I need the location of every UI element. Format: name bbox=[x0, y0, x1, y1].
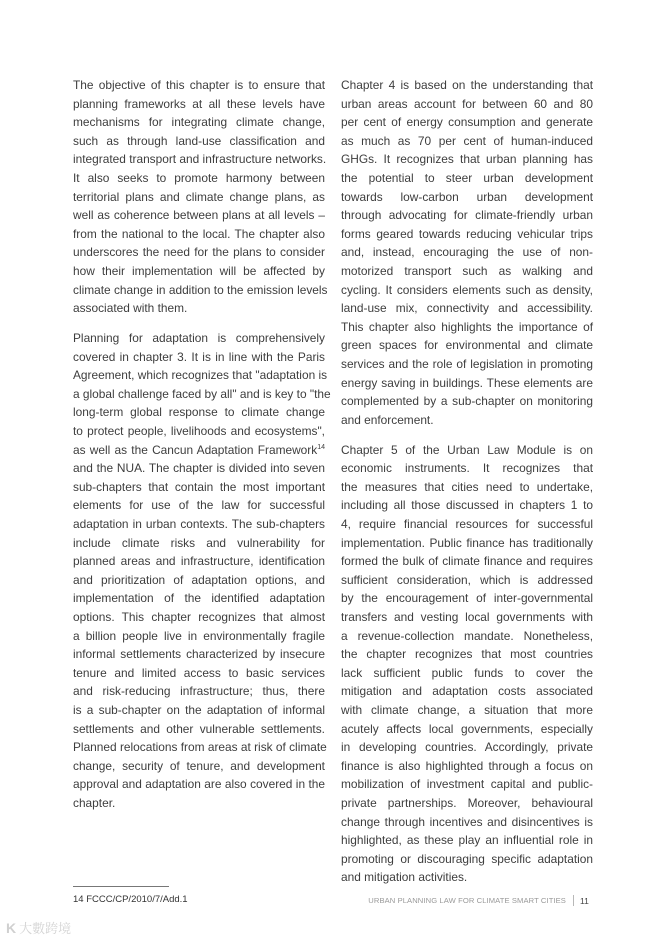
text-line-content: planning frameworks at all these levels have bbox=[73, 96, 325, 111]
text-line-content: Chapter 5 of the Urban Law Module is on bbox=[341, 442, 593, 457]
text-line bbox=[341, 738, 593, 757]
text-line bbox=[73, 188, 325, 207]
text-line bbox=[73, 775, 325, 794]
text-line bbox=[341, 757, 593, 776]
text-line-content: by the encouragement of inter-governmental bbox=[341, 591, 593, 606]
text-line bbox=[341, 411, 593, 430]
text-line-content: the chapter recognizes that most countries bbox=[341, 647, 593, 662]
watermark bbox=[6, 918, 71, 937]
text-line bbox=[73, 150, 325, 169]
text-line bbox=[341, 169, 593, 188]
text-line-content: per cent of energy consumption and generate bbox=[341, 115, 593, 130]
text-line bbox=[341, 515, 593, 534]
text-line bbox=[341, 831, 593, 850]
text-line bbox=[73, 645, 325, 664]
text-line bbox=[73, 76, 325, 95]
text-line-content: in developing countries. Accordingly, private bbox=[341, 740, 593, 755]
text-line-content: This chapter also highlights the importance of bbox=[341, 319, 593, 334]
text-line-content: sub-chapters that contain the most important bbox=[73, 479, 325, 494]
text-line bbox=[341, 794, 593, 813]
text-line bbox=[73, 794, 325, 813]
text-line bbox=[73, 281, 328, 300]
text-line bbox=[341, 850, 593, 869]
text-line-content: energy saving in buildings. These elements are bbox=[341, 375, 593, 390]
text-line-content: The objective of this chapter is to ensure that bbox=[73, 78, 325, 92]
text-line bbox=[341, 571, 593, 590]
text-line-content: transfers and vesting local governments with bbox=[341, 610, 593, 625]
text-line-content: promoting or discouraging specific adaptation bbox=[341, 851, 593, 866]
text-line bbox=[73, 113, 325, 132]
text-line-content: private partnerships. Moreover, behavioural bbox=[341, 795, 593, 810]
watermark-logo-icon: K bbox=[6, 919, 17, 936]
text-line bbox=[341, 552, 593, 571]
text-line-content: sufficient consideration, which is addressed bbox=[341, 572, 593, 587]
text-line bbox=[73, 682, 325, 701]
text-line bbox=[341, 281, 593, 300]
text-line-content: acutely affects local governments, especially bbox=[341, 721, 593, 736]
text-line bbox=[73, 534, 325, 553]
text-line-content: It also seeks to promote harmony between bbox=[73, 170, 325, 185]
text-line-content: a global challenge faced by all" and is key to "the bbox=[73, 386, 331, 401]
text-line bbox=[341, 262, 593, 281]
text-line bbox=[341, 95, 593, 114]
text-line bbox=[341, 113, 593, 132]
text-line-content: and enforcement. bbox=[341, 412, 434, 427]
text-line-content: finance is also highlighted through a focus on bbox=[341, 758, 593, 773]
text-line-content: underscores the need for the plans to consider bbox=[73, 245, 325, 260]
text-line-content: green spaces for environmental and climate bbox=[341, 338, 593, 353]
text-line bbox=[341, 720, 593, 739]
text-line bbox=[341, 608, 593, 627]
text-line bbox=[341, 336, 593, 355]
text-line bbox=[73, 738, 325, 757]
text-line-content: such as through land-use classification and bbox=[73, 133, 325, 148]
text-line-content: the measures that cities need to undertake, bbox=[341, 479, 593, 494]
text-line-content: with climate change, a situation that more bbox=[341, 702, 593, 717]
paragraph bbox=[341, 441, 593, 887]
paragraph bbox=[73, 76, 328, 318]
text-line bbox=[73, 664, 325, 683]
running-title: URBAN PLANNING LAW FOR CLIMATE SMART CITIES bbox=[368, 896, 566, 905]
text-line bbox=[73, 385, 331, 404]
text-line-content: Chapter 4 is based on the understanding that bbox=[341, 78, 593, 92]
text-line-content: change, security of tenure, and development bbox=[73, 758, 325, 773]
text-line-content: climate change in addition to the emission levels bbox=[73, 282, 328, 297]
paragraph bbox=[341, 76, 593, 429]
text-line-content: implementation. Public finance has traditionally bbox=[341, 535, 593, 550]
text-line-content: towards low-carbon urban development bbox=[341, 189, 593, 204]
text-line bbox=[73, 422, 325, 441]
text-line bbox=[341, 589, 593, 608]
text-line-content: Planning for adaptation is comprehensively bbox=[73, 331, 325, 346]
text-line bbox=[341, 441, 593, 460]
text-line bbox=[73, 757, 325, 776]
text-line-content: motorized transport such as walking and bbox=[341, 263, 593, 278]
text-line-content: change through incentives and disincentives is bbox=[341, 814, 593, 829]
text-line-content: lack sufficient public funds to cover the bbox=[341, 665, 593, 680]
right-column bbox=[341, 76, 593, 898]
text-line-content: Agreement, which recognizes that "adaptation is bbox=[73, 368, 328, 383]
text-line-content: through advocating for climate-friendly urban bbox=[341, 208, 593, 223]
footnote-reference[interactable]: 14 bbox=[317, 443, 325, 451]
footer-separator bbox=[573, 895, 574, 906]
text-line-content: territorial plans and climate change plans, as bbox=[73, 189, 325, 204]
text-line-content: urban areas account for between 60 and 80 bbox=[341, 96, 593, 111]
text-line-content: approval and adaptation are also covered in the bbox=[73, 777, 325, 792]
text-line bbox=[73, 571, 325, 590]
text-line-content: integrated transport and infrastructure networks. bbox=[73, 152, 327, 167]
text-line bbox=[341, 775, 593, 794]
text-line bbox=[341, 534, 593, 553]
text-line bbox=[341, 682, 593, 701]
text-line bbox=[341, 225, 593, 244]
text-line bbox=[73, 701, 325, 720]
text-line bbox=[73, 299, 325, 318]
text-line-content: economic instruments. It recognizes that bbox=[341, 461, 593, 476]
text-line bbox=[73, 552, 325, 571]
text-line bbox=[341, 664, 593, 683]
text-line-content: a billion people live in environmentally fragile bbox=[73, 628, 325, 643]
text-line bbox=[73, 366, 328, 385]
text-line bbox=[341, 868, 593, 887]
text-line bbox=[73, 348, 325, 367]
text-line bbox=[73, 496, 325, 515]
text-line bbox=[73, 95, 325, 114]
text-line-content: informal settlements characterized by insecure bbox=[73, 647, 325, 662]
text-line bbox=[73, 608, 325, 627]
running-footer bbox=[368, 895, 589, 906]
text-line-content: chapter. bbox=[73, 795, 116, 810]
text-line-content: associated with them. bbox=[73, 301, 188, 316]
text-line bbox=[341, 645, 593, 664]
text-line-content: is a sub-chapter on the adaptation of informal bbox=[73, 702, 325, 717]
text-line-content: the potential to steer urban development bbox=[341, 170, 593, 185]
text-line bbox=[341, 478, 593, 497]
text-line-content: and mitigation activities. bbox=[341, 870, 468, 885]
text-line-content: how their implementation will be affected by bbox=[73, 263, 325, 278]
text-line-content: and, instead, encouraging the use of non- bbox=[341, 245, 593, 260]
left-column bbox=[73, 76, 331, 824]
text-line-content: as well as the Cancun Adaptation Framework bbox=[73, 442, 318, 457]
text-line-content: implementation of the identified adaptation bbox=[73, 591, 325, 606]
text-line-content: to protect people, livelihoods and ecosystems", bbox=[73, 424, 325, 439]
text-line bbox=[341, 701, 593, 720]
text-line-content: options. This chapter recognizes that almost bbox=[73, 610, 325, 625]
text-line bbox=[73, 225, 325, 244]
text-line-content: include climate risks and vulnerability for bbox=[73, 535, 325, 550]
paragraph bbox=[73, 329, 331, 812]
text-line bbox=[341, 243, 593, 262]
text-line-content: forms geared towards reducing vehicular trips bbox=[341, 226, 593, 241]
text-line bbox=[341, 150, 593, 169]
text-line bbox=[341, 496, 593, 515]
text-line bbox=[73, 403, 325, 422]
text-line-content: elements for use of the law for successful bbox=[73, 498, 325, 513]
text-line-content: Planned relocations from areas at risk of climate bbox=[73, 740, 327, 755]
text-line-content: as much as 70 per cent of human-induced bbox=[341, 133, 593, 148]
text-line-content: settlements and other vulnerable settlements. bbox=[73, 721, 325, 736]
text-line bbox=[341, 627, 593, 646]
text-line-content: mitigation and adaptation costs associated bbox=[341, 684, 593, 699]
text-line bbox=[73, 459, 325, 478]
text-line-content: tenure and limited access to basic services bbox=[73, 665, 325, 680]
text-line bbox=[341, 206, 593, 225]
text-line-content: services and the role of legislation in promoting bbox=[341, 356, 593, 371]
text-line bbox=[73, 262, 325, 281]
text-line bbox=[73, 169, 325, 188]
text-line bbox=[73, 243, 325, 262]
text-line bbox=[73, 132, 325, 151]
text-line bbox=[341, 132, 593, 151]
text-line bbox=[341, 355, 593, 374]
text-line bbox=[341, 813, 593, 832]
watermark-text: 大數跨境 bbox=[19, 921, 72, 936]
text-line bbox=[73, 441, 325, 460]
text-line-content: and prioritization of adaptation options, and bbox=[73, 572, 325, 587]
text-line-content: including all those discussed in chapters 1 to bbox=[341, 498, 593, 513]
text-line bbox=[73, 627, 325, 646]
text-line bbox=[341, 392, 593, 411]
text-line bbox=[341, 188, 593, 207]
text-line bbox=[73, 589, 325, 608]
text-line bbox=[73, 515, 325, 534]
text-line-content: planned areas and infrastructure, identification bbox=[73, 554, 325, 569]
text-line bbox=[73, 206, 325, 225]
text-line-content: formed the bulk of climate finance and requires bbox=[341, 554, 593, 569]
text-line-content: GHGs. It recognizes that urban planning has bbox=[341, 152, 593, 167]
text-line bbox=[341, 318, 593, 337]
text-line bbox=[73, 720, 325, 739]
text-line-content: land-use mix, connectivity and accessibility. bbox=[341, 301, 593, 316]
text-line bbox=[341, 299, 593, 318]
text-line-content: complemented by a sub-chapter on monitoring bbox=[341, 394, 593, 409]
page-number: 11 bbox=[579, 895, 589, 906]
text-line bbox=[341, 76, 593, 95]
text-line-content: a revenue-collection mandate. Nonetheless, bbox=[341, 628, 593, 643]
text-line-content: mechanisms for integrating climate change, bbox=[73, 115, 325, 130]
text-line-content: and the NUA. The chapter is divided into seven bbox=[73, 461, 325, 476]
text-line bbox=[341, 374, 593, 393]
footnote: 14 FCCC/CP/2010/7/Add.1 bbox=[73, 894, 188, 905]
text-line bbox=[73, 478, 325, 497]
text-line bbox=[341, 459, 593, 478]
text-line-content: adaptation in urban contexts. The sub-chapters bbox=[73, 517, 325, 532]
text-line-content: well as coherence between plans at all levels – bbox=[73, 208, 325, 223]
text-line-content: long-term global response to climate change bbox=[73, 405, 325, 420]
text-line-content: 4, require financial resources for successful bbox=[341, 517, 593, 532]
text-line-content: mobilization of investment capital and public- bbox=[341, 777, 593, 792]
footnote-divider bbox=[73, 886, 169, 887]
text-line-content: covered in chapter 3. It is in line with the Paris bbox=[73, 349, 325, 364]
text-line-content: cycling. It considers elements such as density, bbox=[341, 282, 593, 297]
text-line-content: and risk-reducing infrastructure; thus, there bbox=[73, 684, 325, 699]
text-line-content: from the national to the local. The chapter also bbox=[73, 226, 325, 241]
text-line-content: highlighted, as these play an influential role in bbox=[341, 833, 593, 848]
text-line bbox=[73, 329, 325, 348]
